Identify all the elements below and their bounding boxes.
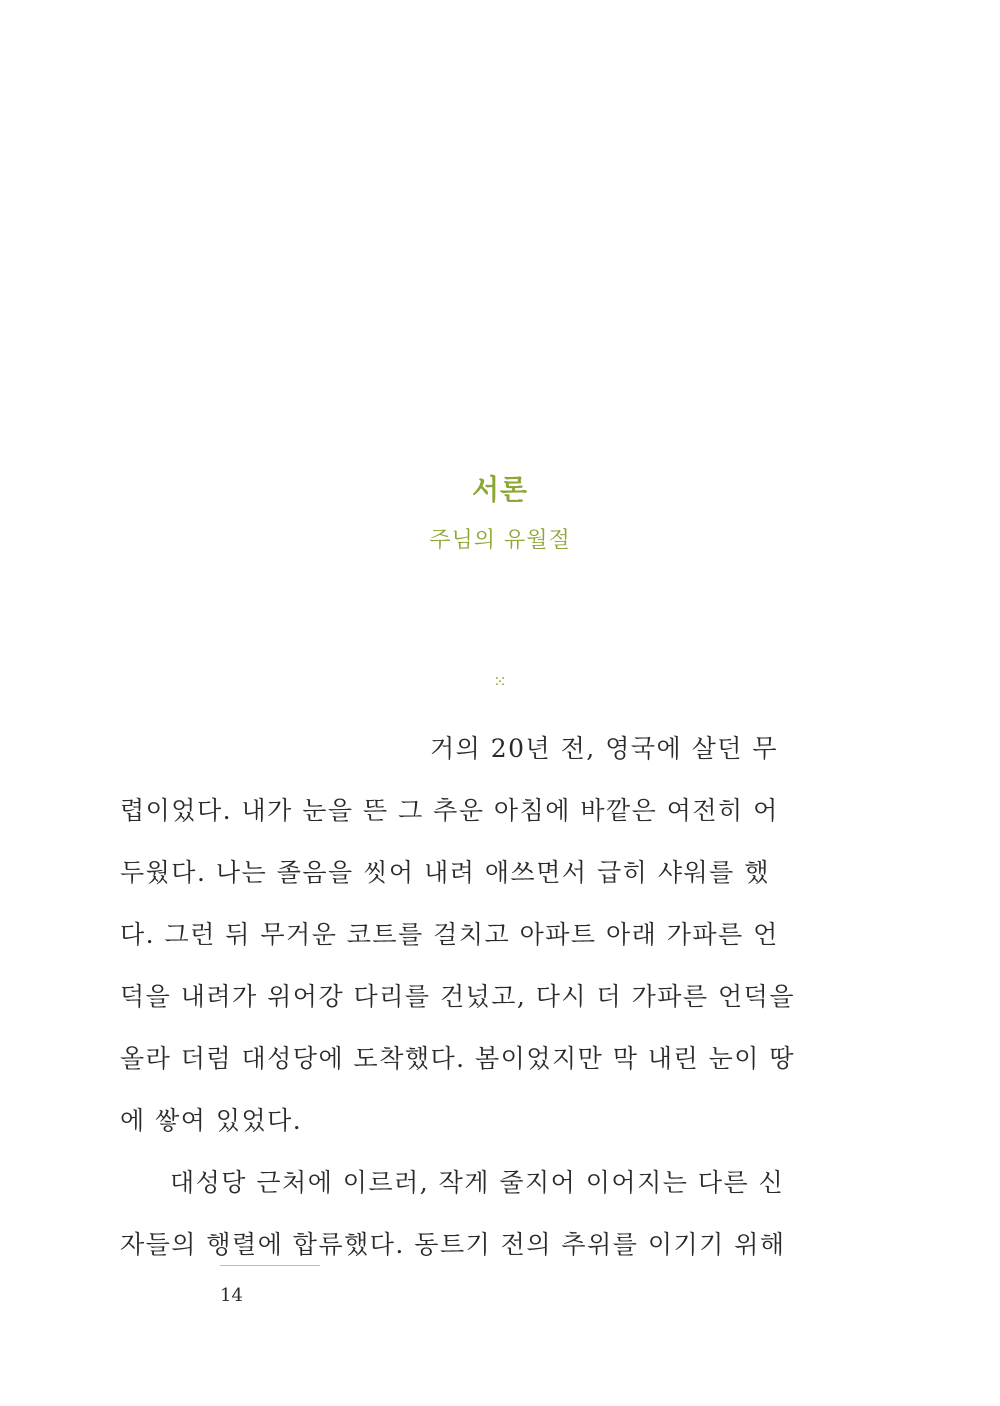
body-text — [120, 718, 795, 1276]
body-line: 자들의 행렬에 합류했다. 동트기 전의 추위를 이기기 위해 — [120, 1230, 786, 1259]
chapter-subtitle: 주님의 유월절 — [429, 528, 571, 553]
body-line: 올라 더럼 대성당에 도착했다. 봄이었지만 막 내린 눈이 땅 — [120, 1044, 795, 1073]
body-line: 두웠다. 나는 졸음을 씻어 내려 애쓰면서 급히 샤워를 했 — [120, 858, 770, 887]
footer-divider — [220, 1265, 320, 1266]
body-line: 에 쌓여 있었다. — [120, 1106, 303, 1135]
body-line: 덕을 내려가 위어강 다리를 건넜고, 다시 더 가파른 언덕을 — [120, 982, 795, 1011]
chapter-title: 서론 — [471, 473, 529, 506]
body-line: 렵이었다. 내가 눈을 뜬 그 추운 아침에 바깥은 여전히 어 — [120, 796, 779, 825]
body-line: 거의 20년 전, 영국에 살던 무 — [430, 734, 778, 763]
ornament-icon: ⁙ — [493, 672, 507, 691]
body-line: 다. 그런 뒤 무거운 코트를 걸치고 아파트 아래 가파른 언 — [120, 920, 779, 949]
page-number: 14 — [220, 1285, 243, 1306]
body-line: 대성당 근처에 이르러, 작게 줄지어 이어지는 다른 신 — [170, 1168, 785, 1197]
